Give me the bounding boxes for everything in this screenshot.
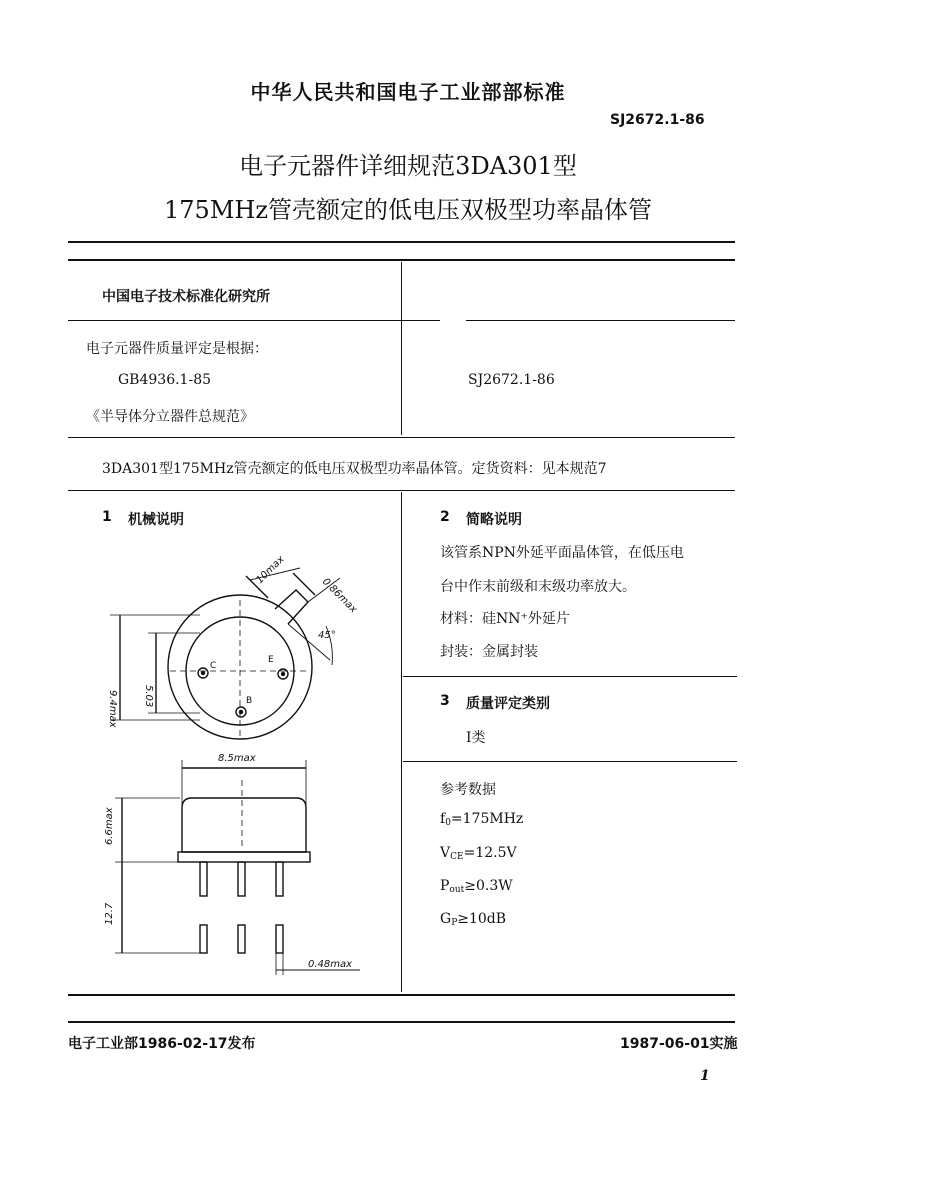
section2-title: 简略说明 — [466, 512, 522, 528]
ref-frequency-sub: 0 — [445, 818, 451, 828]
section3-number: 3 — [440, 693, 450, 709]
org-standard-heading: 中华人民共和国电子工业部部标准 — [250, 80, 566, 104]
pin-label-b: B — [246, 696, 253, 706]
basis-code: GB4936.1-85 — [118, 372, 212, 388]
institute-name: 中国电子技术标准化研究所 — [102, 289, 270, 305]
ref-gain-symbol: G — [440, 911, 452, 927]
can-flange — [178, 852, 310, 862]
ref-frequency — [440, 811, 523, 828]
section3-title: 质量评定类别 — [466, 696, 550, 712]
section2-rule — [403, 676, 737, 677]
reference-title: 参考数据 — [440, 782, 496, 798]
footer-rule-top — [68, 994, 735, 996]
section3-category: I类 — [466, 730, 486, 746]
pin-left-lower — [200, 925, 207, 953]
ref-gain-sub: P — [451, 918, 458, 928]
pin-e-dot — [281, 672, 285, 676]
pin-c-dot — [201, 671, 205, 675]
can-body — [182, 798, 306, 852]
pin-b-dot — [239, 710, 243, 714]
ref-voltage-symbol: V — [440, 845, 451, 861]
effective-date: 1987-06-01实施 — [620, 1036, 738, 1052]
section1-number: 1 — [102, 509, 112, 525]
pin-right-lower — [276, 925, 283, 953]
mechanical-drawing — [70, 540, 400, 985]
main-column-divider — [401, 492, 402, 992]
ref-voltage-value: =12.5V — [463, 845, 517, 861]
section2-number: 2 — [440, 509, 450, 525]
dim-label-94max: 9.4max — [107, 690, 118, 728]
info-left-rule — [68, 320, 440, 321]
pin-right-upper — [276, 862, 283, 896]
standard-code: SJ2672.1-86 — [610, 112, 705, 128]
basis-title: 《半导体分立器件总规范》 — [86, 409, 254, 425]
pin-mid-lower — [238, 925, 245, 953]
ref-power-sub: out — [449, 885, 465, 895]
ref-power-symbol: P — [440, 878, 450, 894]
dim-label-127: 12.7 — [104, 902, 115, 925]
section2-line1: 该管系NPN外延平面晶体管，在低压电 — [440, 545, 684, 561]
section3-rule — [403, 761, 737, 762]
dim-label-85max: 8.5max — [218, 753, 256, 764]
page-number: 1 — [700, 1068, 710, 1084]
ref-voltage-sub: CE — [450, 852, 464, 862]
pin-label-c: C — [210, 661, 217, 671]
info-rule-bottom — [68, 437, 735, 438]
dim-label-66max: 6.6max — [104, 807, 115, 845]
basis-label: 电子元器件质量评定是根据： — [86, 341, 268, 357]
dim-label-503: 5.03 — [143, 685, 154, 708]
header-rule-top — [68, 241, 735, 243]
ref-gain-value: ≥10dB — [457, 911, 507, 927]
document-title-line1: 电子元器件详细规范3DA301型 — [239, 152, 577, 180]
ref-frequency-value: =175MHz — [450, 811, 524, 827]
ref-voltage — [440, 845, 517, 862]
summary-rule — [68, 490, 735, 491]
section2-package: 封装：金属封装 — [440, 644, 538, 660]
info-column-divider — [401, 262, 402, 435]
dim-label-048max: 0.48max — [308, 959, 353, 970]
section2-material: 材料：硅NN⁺外延片 — [440, 611, 570, 627]
info-right-rule — [466, 320, 735, 321]
spec-code: SJ2672.1-86 — [468, 372, 555, 388]
dim-label-086max: 0.86max — [319, 576, 359, 616]
ref-frequency-symbol: f — [440, 811, 446, 827]
pin-label-e: E — [268, 655, 274, 665]
summary-line: 3DA301型175MHz管壳额定的低电压双极型功率晶体管。定货资料：见本规范7 — [102, 461, 607, 477]
ref-power-value: ≥0.3W — [464, 878, 513, 894]
pin-left-upper — [200, 862, 207, 896]
dim-tab-ext2 — [293, 573, 315, 595]
section1-title: 机械说明 — [128, 512, 184, 528]
footer-rule-bottom — [68, 1021, 735, 1023]
header-rule-bottom — [68, 259, 735, 261]
document-title-line2: 175MHz管壳额定的低电压双极型功率晶体管 — [164, 196, 652, 224]
pin-mid-upper — [238, 862, 245, 896]
dim-label-45deg: 45° — [318, 630, 336, 641]
section2-line2: 台中作末前级和末级功率放大。 — [440, 579, 636, 595]
ref-gain — [440, 911, 506, 928]
ref-power — [440, 878, 513, 895]
issued-date: 电子工业部1986-02-17发布 — [68, 1036, 256, 1052]
dim-label-10max: 10max — [254, 553, 287, 587]
